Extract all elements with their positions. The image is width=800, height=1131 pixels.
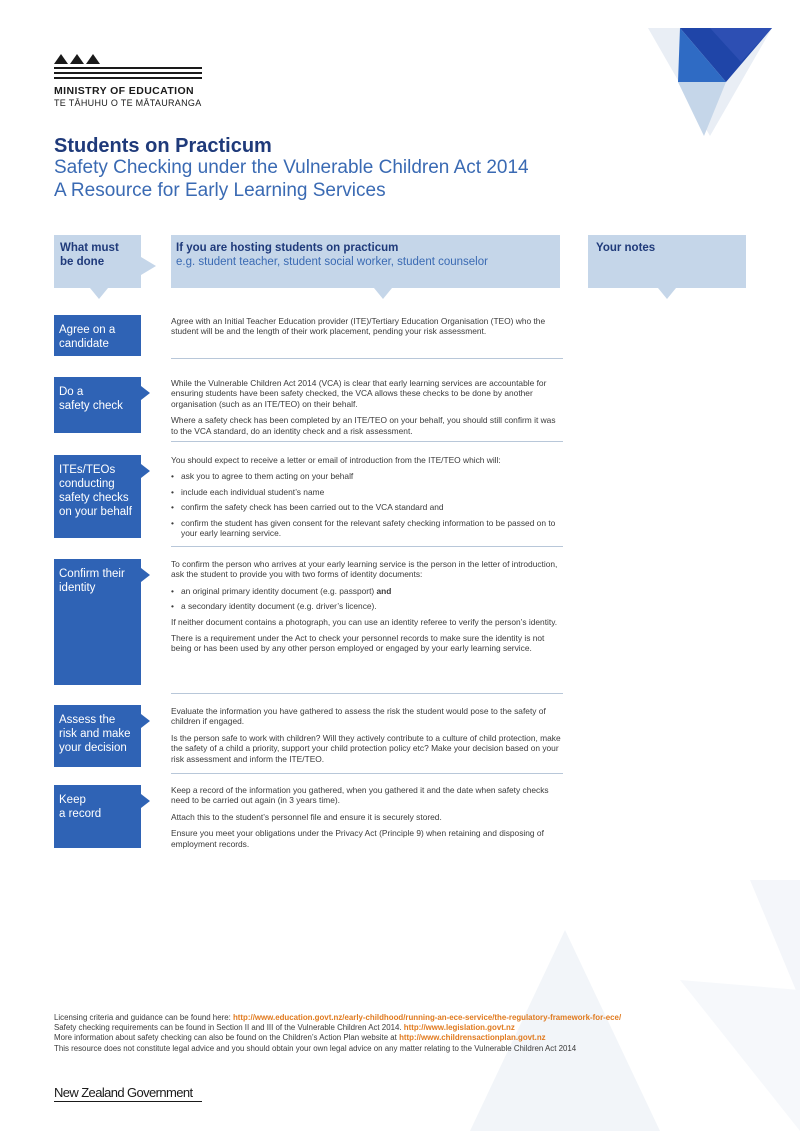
step-paragraph: Is the person safe to work with children? Will they actively contribute to a culture of child protection, make the safety of a child a priority, support your child protection policy etc? Make your decision based on your risk assessment and inform the ITE/TEO. [171,732,561,764]
step-paragraph: There is a requirement under the Act to check your personnel records to make sure the identity is not being or has been used by any other person employed or engaged by your early learning service. [171,633,545,654]
header-pointer-down [658,288,676,300]
footer-line: Safety checking requirements can be found in Section II and III of the Vulnerable Children Act 2014. http://www.legislation.govt.nz [54,1023,515,1033]
column-header-your-notes [588,235,746,288]
step-paragraph: If neither document contains a photograph, you can use an identity referee to verify the person’s identity. [171,616,558,627]
childrens-action-plan-link[interactable]: http://www.childrensactionplan.govt.nz [399,1033,546,1043]
step-label: Confirm their identity [59,568,125,594]
bullet-list [171,471,563,538]
step-content [171,316,563,343]
footer-line: Licensing criteria and guidance can be found here: http://www.education.govt.nz/early-childhood/running-an-ece-service/the-regulatory-framework-for-ece/ [54,1013,622,1022]
header-pointer-right [141,257,157,275]
step-confirm-their-identity [54,559,141,685]
column-header-label: Your notes [596,242,656,254]
column-header-label: If you are hosting students on practicum [176,242,399,254]
footer-notes [54,1013,621,1054]
header-pointer-down [90,288,108,300]
column-header-hosting-students [171,235,560,288]
ministry-logo-icon [54,52,102,64]
header-pointer-down [374,288,392,300]
step-label: Keep a record [59,794,102,820]
step-content [171,455,563,543]
step-arrow-icon [141,794,150,808]
bullet-list [171,586,563,612]
ministry-name: MINISTRY OF EDUCATION [54,85,195,97]
step-agree-on-a-candidate [54,315,141,356]
licensing-link[interactable]: http://www.education.govt.nz/early-childhood/running-an-ece-service/the-regulatory-framework-for-ece/ [232,1013,622,1022]
background-triangles [430,880,800,1131]
ministry-maori-name: TE TĀHUHU O TE MĀTAURANGA [54,98,202,108]
step-paragraph: Keep a record of the information you gathered, when you gathered it and the date when safety checks need to be carried out again (in 3 years time). [171,785,549,806]
logo-rule [54,67,202,69]
logo-rule [54,77,202,79]
divider [171,546,563,547]
legislation-link[interactable]: http://www.legislation.govt.nz [403,1023,515,1033]
list-item: • a secondary identity document (e.g. driver’s licence). [171,601,563,611]
list-item: • an original primary identity document (e.g. passport) and [171,586,563,596]
step-assess-the-risk [54,705,141,767]
step-content [171,785,563,855]
step-paragraph: Ensure you meet your obligations under the Privacy Act (Principle 9) when retaining and disposing of employment records. [171,828,544,849]
step-content [171,378,563,442]
step-paragraph: You should expect to receive a letter or email of introduction from the ITE/TEO which will: [171,455,501,465]
step-do-a-safety-check [54,377,141,433]
step-paragraph: While the Vulnerable Children Act 2014 (VCA) is clear that early learning services are accountable for ensuring students have been safety checked, the VCA allows these checks to be done by another organisation (such as an ITE/TEO) on their behalf. [171,378,547,409]
divider [171,441,563,442]
step-label: ITEs/TEOs conducting safety checks on your behalf [59,464,132,518]
step-ites-teos-conducting [54,455,141,538]
column-header-what-must-be-done [54,235,141,288]
step-arrow-icon [141,386,150,400]
page-subtitle: Safety Checking under the Vulnerable Children Act 2014 [54,157,529,178]
list-item: • confirm the student has given consent for the relevant safety checking information to be passed on to your early learning service. [171,518,563,539]
divider [171,693,563,694]
step-content [171,706,563,770]
list-item: • confirm the safety check has been carried out to the VCA standard and [171,502,563,512]
divider [171,773,563,774]
step-paragraph: To confirm the person who arrives at your early learning service is the person in the letter of introduction, ask the student to provide you with two forms of identity documents: [171,559,558,580]
column-header-label: What must [60,242,119,254]
step-arrow-icon [141,464,150,478]
logo-rule [54,72,202,74]
page-title: Students on Practicum [54,135,272,157]
nz-government-logo: New Zealand Government [54,1085,193,1100]
step-arrow-icon [141,568,150,582]
step-keep-a-record [54,785,141,848]
step-paragraph: Attach this to the student’s personnel file and ensure it is securely stored. [171,811,442,822]
step-label: Do a safety check [59,386,123,412]
divider [171,358,563,359]
footer-line: This resource does not constitute legal advice and you should obtain your own legal advice on any matter relating to the Vulnerable Children Act 2014 [54,1043,577,1053]
column-header-label: be done [60,256,105,268]
logo-rule [54,1101,202,1102]
list-item: • ask you to agree to them acting on your behalf [171,471,563,481]
page-subtitle-2: A Resource for Early Learning Services [54,180,386,201]
step-paragraph: Where a safety check has been completed by an ITE/TEO on your behalf, you should still confirm it was to the VCA standard, do an identity check and a risk assessment. [171,415,556,436]
step-content [171,559,563,660]
step-label: Agree on a candidate [59,324,116,350]
step-arrow-icon [141,714,150,728]
step-paragraph: Agree with an Initial Teacher Education provider (ITE)/Tertiary Education Organisation (TEO) who the student will be and the length of their work placement, pending your risk assessment. [171,316,546,337]
footer-line: More information about safety checking can also be found on the Children’s Action Plan website at http://www.childrensactionplan.govt.nz [54,1033,546,1043]
decorative-triangles [640,22,780,142]
step-paragraph: Evaluate the information you have gathered to assess the risk the student would pose to the safety of children if engaged. [171,706,546,727]
list-item: • include each individual student’s name [171,487,563,497]
column-header-sublabel: e.g. student teacher, student social worker, student counselor [176,256,488,268]
step-label: Assess the risk and make your decision [59,714,131,754]
